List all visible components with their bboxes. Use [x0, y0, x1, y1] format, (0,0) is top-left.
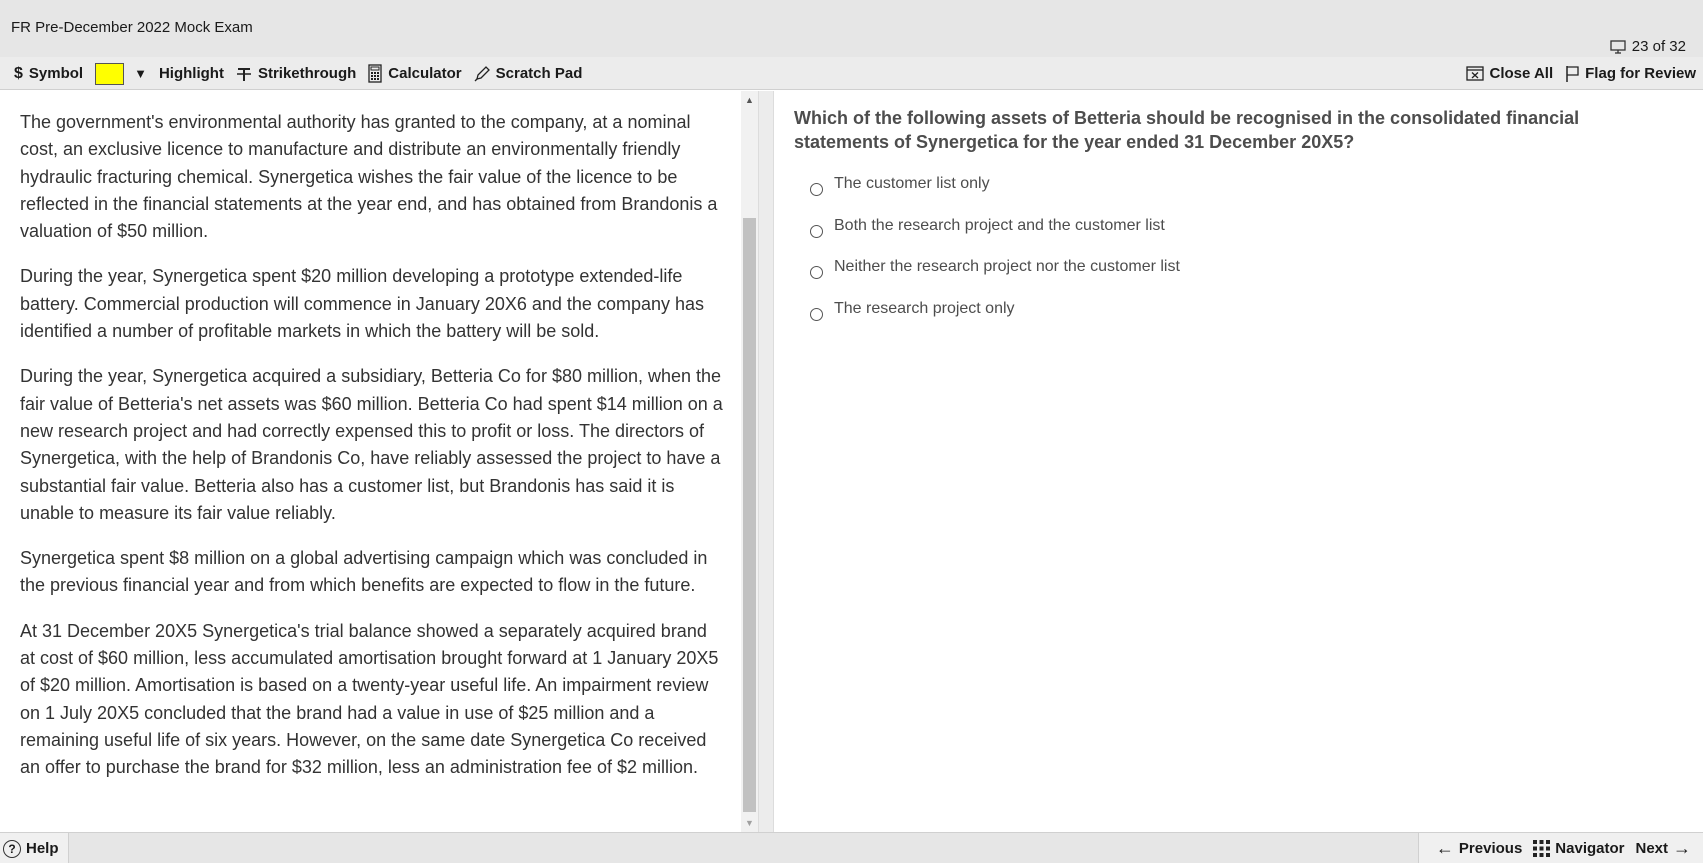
passage-paragraph: The government's environmental authority has granted to the company, at a nominal cost, an exclusive licence to manufacture and distribute an environmentally friendly hydraulic fracturing chemical. Synergetica wishes the fair value of the licence to be reflected in the financial statements at the year end, and has obtained from Brandonis a valuation of $50 million. — [20, 112, 718, 242]
calculator-icon — [368, 64, 382, 83]
radio-button[interactable] — [810, 183, 823, 196]
radio-button[interactable] — [810, 266, 823, 279]
scroll-up-icon[interactable]: ▲ — [745, 95, 754, 105]
strikethrough-button[interactable] — [236, 65, 356, 82]
navigation-controls — [1418, 833, 1703, 863]
symbol-button[interactable] — [14, 65, 83, 83]
question-pane — [774, 91, 1703, 832]
chevron-down-icon[interactable]: ▼ — [134, 66, 147, 81]
arrow-left-icon: ← — [1435, 838, 1454, 858]
help-icon: ? — [3, 840, 21, 858]
close-all-button[interactable] — [1466, 65, 1554, 82]
answer-option[interactable] — [810, 299, 1180, 341]
progress-text: 23 of 32 — [1631, 38, 1686, 55]
answer-options — [810, 174, 1180, 340]
passage-text — [20, 109, 726, 800]
option-label[interactable]: The research project only — [834, 299, 1015, 317]
symbol-label: Symbol — [28, 65, 84, 82]
calculator-button[interactable] — [368, 64, 461, 83]
option-label[interactable]: Neither the research project nor the customer list — [834, 258, 1180, 275]
flag-icon — [1565, 65, 1579, 83]
strikethrough-icon — [236, 66, 252, 82]
exam-title: FR Pre-December 2022 Mock Exam — [11, 19, 253, 36]
question-progress — [1610, 38, 1686, 55]
passage-pane — [0, 91, 743, 832]
previous-button[interactable] — [1436, 838, 1522, 859]
passage-paragraph: During the year, Synergetica acquired a subsidiary, Betteria Co for $80 million, when the fair value of Betteria's net assets was $60 million. Betteria Co had spent $14 million on a new research project and had correctly expensed this to profit or loss. The directors of Synergetica, with the help of Brandonis Co, have reliably assessed the project to have a substantial fair value. Betteria also has a customer list, but Brandonis has said it is unable to measure its fair value reliably. — [20, 366, 723, 523]
highlight-color-swatch[interactable] — [95, 63, 124, 85]
answer-option[interactable] — [810, 257, 1180, 299]
scratch-pad-button[interactable] — [474, 65, 583, 82]
monitor-icon — [1610, 40, 1626, 54]
scrollbar-thumb[interactable] — [743, 218, 756, 812]
scratch-pad-label: Scratch Pad — [495, 65, 583, 82]
navigator-button[interactable] — [1533, 840, 1624, 857]
answer-option[interactable] — [810, 216, 1180, 258]
strikethrough-label: Strikethrough — [257, 65, 357, 82]
highlight-label: Highlight — [158, 65, 224, 82]
flag-label: Flag for Review — [1585, 65, 1696, 82]
close-window-icon — [1466, 66, 1484, 81]
next-label: Next — [1635, 840, 1668, 857]
title-bar — [0, 0, 1703, 57]
answer-option[interactable] — [810, 174, 1180, 216]
passage-scrollbar[interactable] — [741, 91, 758, 832]
radio-button[interactable] — [810, 308, 823, 321]
passage-paragraph: At 31 December 20X5 Synergetica's trial balance showed a separately acquired brand at cost of $60 million, less accumulated amortisation brought forward at 1 January 20X5 of $20 million. Amortisation is based on a twenty-year useful life. An impairment review on 1 July 20X5 concluded that the brand had a value in use of $25 million and a remaining useful life of six years. However, on the same date Synergetica Co received an offer to purchase the brand for $32 million, less an administration fee of $2 million. — [20, 620, 719, 778]
pencil-icon — [474, 66, 490, 82]
passage-paragraph: During the year, Synergetica spent $20 million developing a prototype extended-life battery. Commercial production will commence in January 20X6 and the company has identified a number of profitable markets in which the battery will be sold. — [20, 266, 704, 342]
toolbar — [0, 57, 1703, 90]
next-button[interactable] — [1635, 838, 1691, 859]
navigator-label: Navigator — [1555, 840, 1625, 857]
highlight-button[interactable] — [159, 65, 224, 82]
passage-paragraph: Synergetica spent $8 million on a global advertising campaign which was concluded in the previous financial year and from which benefits are expected to flow in the future. — [20, 548, 708, 596]
calculator-label: Calculator — [388, 65, 462, 82]
close-all-label: Close All — [1489, 65, 1554, 82]
help-label: Help — [26, 840, 59, 857]
footer-bar — [0, 832, 1703, 863]
scroll-down-icon[interactable]: ▼ — [745, 818, 754, 828]
question-text: Which of the following assets of Betteria should be recognised in the consolidated financial statements of Synergetica for the year ended 31 December 20X5? — [794, 108, 1580, 152]
radio-button[interactable] — [810, 225, 823, 238]
flag-for-review-button[interactable] — [1565, 65, 1696, 83]
dollar-icon: $ — [14, 64, 23, 82]
grid-icon — [1533, 840, 1550, 857]
help-button[interactable] — [0, 833, 69, 863]
option-label[interactable]: Both the research project and the customer list — [834, 216, 1165, 234]
arrow-right-icon: → — [1673, 838, 1691, 858]
option-label[interactable]: The customer list only — [834, 175, 990, 192]
pane-divider[interactable] — [758, 91, 774, 832]
previous-label: Previous — [1458, 840, 1523, 857]
